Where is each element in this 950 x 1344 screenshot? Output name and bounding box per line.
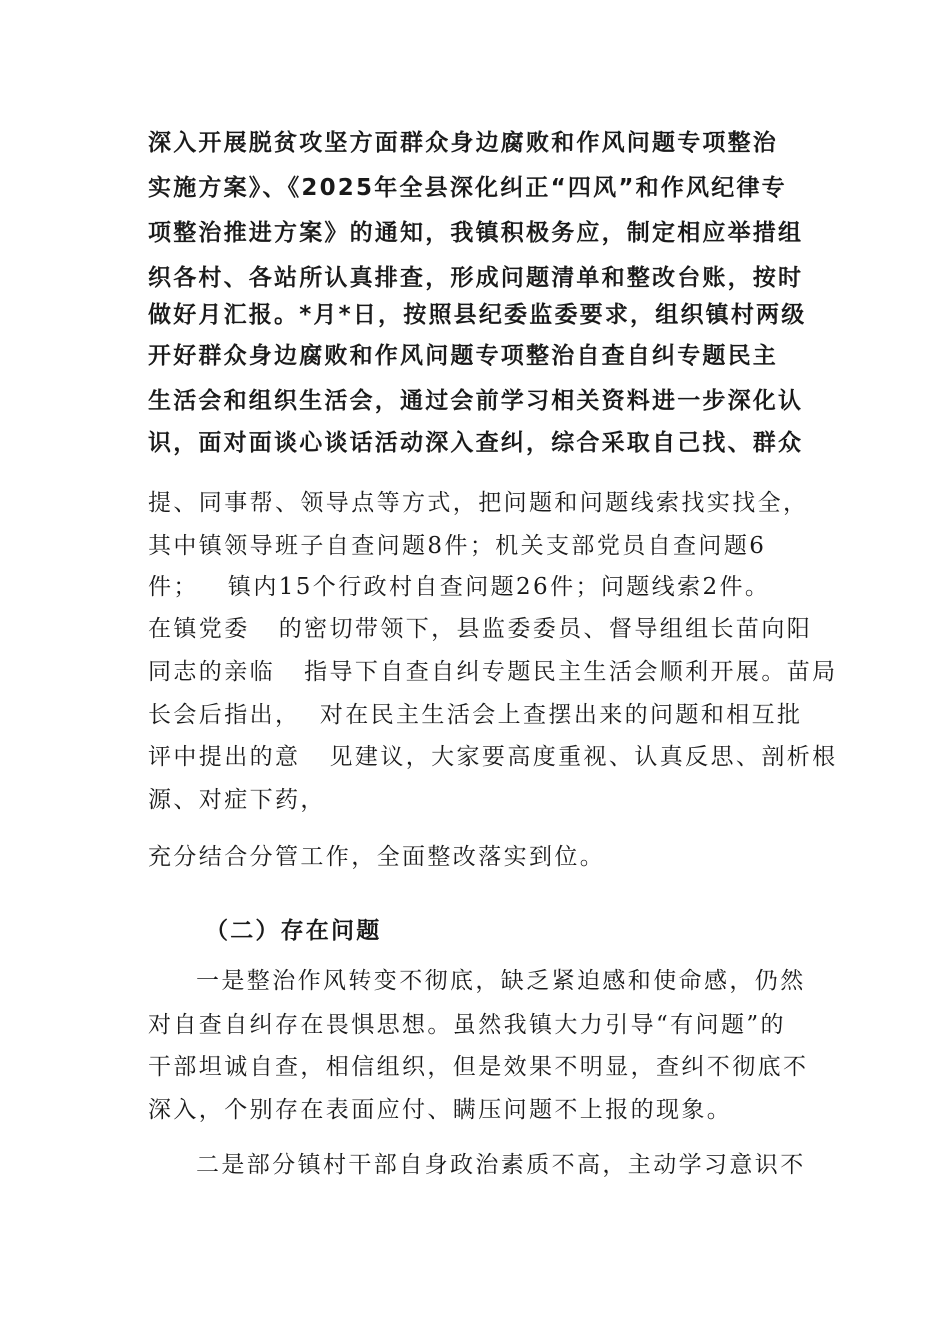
body-line: 其中镇领导班子自查问题8件；机关支部党员自查问题6 xyxy=(148,533,767,559)
body-line: 提、同事帮、领导点等方式，把问题和问题线索找实找全， xyxy=(148,490,809,516)
body-line: 做好月汇报。*月*日，按照县纪委监委要求，组织镇村两级 xyxy=(148,302,807,328)
body-line: 织各村、各站所认真排查，形成问题清单和整改台账，按时 xyxy=(148,265,804,291)
body-line: 干部坦诚自查，相信组织，但是效果不明显，查纠不彻底不 xyxy=(148,1054,809,1080)
body-line: 件； 镇内15个行政村自查问题26件；问题线索2件。 xyxy=(148,574,771,600)
body-line: 开好群众身边腐败和作风问题专项整治自查自纠专题民主 xyxy=(148,343,778,369)
body-line: 深入，个别存在表面应付、瞒压问题不上报的现象。 xyxy=(148,1097,733,1123)
body-line: 项整治推进方案》的通知，我镇积极务应，制定相应举措组 xyxy=(148,220,804,246)
body-line: 同志的亲临 指导下自查自纠专题民主生活会顺利开展。苗局 xyxy=(148,659,838,685)
section-heading: （二）存在问题 xyxy=(205,918,382,944)
body-line: 在镇党委 的密切带领下，县监委委员、督导组组长苗向阳 xyxy=(148,616,813,642)
closing-line: 充分结合分管工作，全面整改落实到位。 xyxy=(148,844,606,870)
body-line: 深入开展脱贫攻坚方面群众身边腐败和作风问题专项整治 xyxy=(148,130,778,156)
body-line: 长会后指出， 对在民主生活会上查摆出来的问题和相互批 xyxy=(148,702,803,728)
body-line: 实施方案》、《2025年全县深化纠正“四风”和作风纪律专 xyxy=(148,175,787,201)
body-line: 源、对症下药， xyxy=(148,787,326,813)
body-line: 识，面对面谈心谈话活动深入查纠，综合采取自己找、群众 xyxy=(148,430,804,456)
body-line: 二是部分镇村干部自身政治素质不高，主动学习意识不 xyxy=(196,1152,806,1178)
body-line: 评中提出的意 见建议，大家要高度重视、认真反思、剖析根 xyxy=(148,744,838,770)
body-line: 对自查自纠存在畏惧思想。虽然我镇大力引导“有问题”的 xyxy=(148,1012,786,1038)
body-line: 一是整治作风转变不彻底，缺乏紧迫感和使命感，仍然 xyxy=(196,968,806,994)
body-line: 生活会和组织生活会，通过会前学习相关资料进一步深化认 xyxy=(148,388,804,414)
